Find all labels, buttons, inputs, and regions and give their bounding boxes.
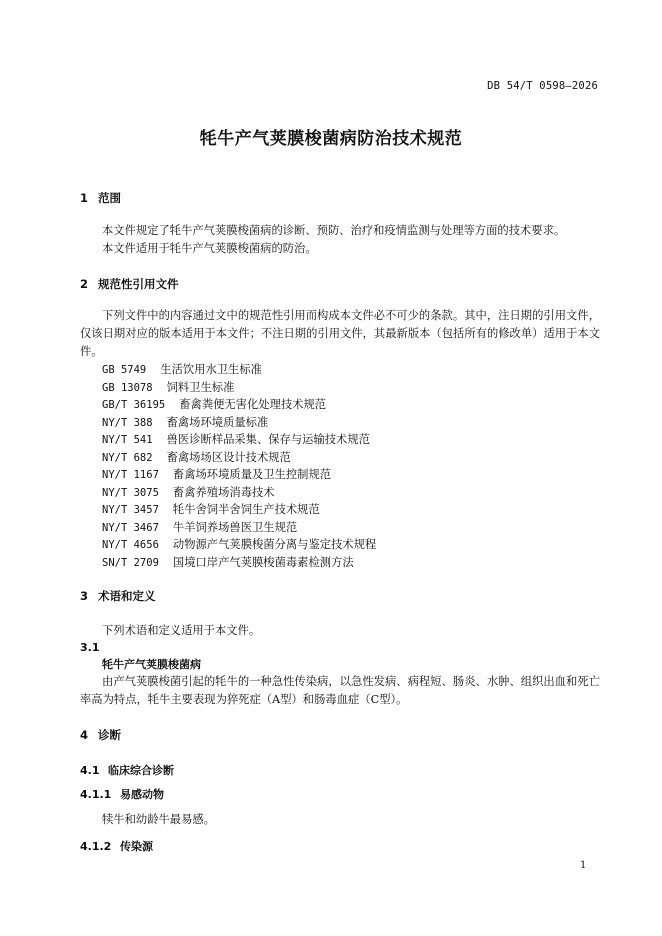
section-1-heading — [80, 190, 121, 206]
document-title: 牦牛产气荚膜梭菌病防治技术规范 — [199, 129, 463, 149]
reference-code: NY/T 3457 — [102, 504, 159, 516]
term-name: 牦牛产气荚膜梭菌病 — [102, 658, 201, 671]
section-title: 规范性引用文件 — [98, 277, 179, 291]
subsection-number: 4.1 — [80, 764, 100, 777]
reference-item — [102, 449, 291, 465]
paragraph: 本文件规定了牦牛产气荚膜梭菌病的诊断、预防、治疗和疫情监测与处理等方面的技术要求。 — [102, 224, 566, 237]
term-number: 3.1 — [80, 641, 100, 654]
reference-code: GB 13078 — [102, 381, 153, 394]
reference-item — [102, 466, 331, 482]
subsection-4-1-1-heading — [80, 786, 164, 802]
section-title: 范围 — [98, 191, 121, 205]
page-number: 1 — [580, 860, 587, 871]
reference-title: 牛羊饲养场兽医卫生规范 — [172, 520, 298, 534]
reference-code: NY/T 541 — [102, 434, 153, 446]
reference-item — [102, 484, 275, 500]
reference-item — [102, 361, 262, 377]
reference-title: 国境口岸产气荚膜梭菌毒素检测方法 — [172, 555, 354, 569]
paragraph: 下列术语和定义适用于本文件。 — [102, 624, 261, 637]
reference-code: GB/T 36195 — [102, 399, 166, 411]
reference-title: 畜禽场场区设计技术规范 — [166, 450, 291, 464]
reference-title: 畜禽粪便无害化处理技术规范 — [179, 398, 327, 411]
paragraph: 下列文件中的内容通过文中的规范性引用而构成本文件必不可少的条款。其中，注日期的引用文件，仅该日期对应的版本适用于本文件；不注日期的引用文件，其最新版本（包括所有的修改单）适用于本文件。 — [80, 309, 600, 358]
reference-item — [102, 501, 320, 517]
subsection-number: 4.1.1 — [80, 788, 112, 801]
subsection-4-1-heading — [80, 762, 174, 778]
subsection-title: 临床综合诊断 — [108, 764, 174, 777]
subsection-title: 传染源 — [120, 840, 153, 853]
subsection-number: 4.1.2 — [80, 840, 112, 853]
reference-code: NY/T 4656 — [102, 539, 159, 551]
reference-title: 畜禽场环境质量及卫生控制规范 — [172, 468, 332, 481]
reference-item — [102, 414, 268, 430]
section-2-heading — [80, 276, 179, 292]
reference-item — [102, 431, 370, 447]
reference-title: 畜禽养殖场消毒技术 — [172, 485, 275, 499]
reference-title: 生活饮用水卫生标准 — [160, 363, 262, 376]
section-number: 2 — [80, 277, 89, 291]
term-definition: 由产气荚膜梭菌引起的牦牛的一种急性传染病，以急性发病、病程短、肠炎、水肿、组织出血和死亡率高为特点，牦牛主要表现为猝死症（A型）和肠毒血症（C型）。 — [80, 675, 600, 706]
reference-title: 兽医诊断样品采集、保存与运输技术规范 — [166, 433, 370, 446]
subsection-title: 易感动物 — [120, 788, 164, 801]
reference-title: 畜禽场环境质量标准 — [166, 415, 269, 429]
reference-title: 牦牛舍饲半舍饲生产技术规范 — [172, 503, 320, 516]
reference-code: GB 5749 — [102, 364, 147, 376]
reference-item — [102, 536, 376, 552]
reference-item — [102, 396, 326, 412]
section-title: 诊断 — [98, 728, 121, 742]
section-number: 3 — [80, 589, 89, 603]
section-3-heading — [80, 588, 156, 604]
reference-item — [102, 519, 297, 535]
section-title: 术语和定义 — [98, 589, 156, 603]
section-4-heading — [80, 727, 121, 743]
paragraph: 本文件适用于牦牛产气荚膜梭菌病的防治。 — [102, 242, 317, 255]
reference-code: NY/T 3075 — [102, 486, 159, 499]
reference-item — [102, 379, 234, 395]
subsection-4-1-2-heading — [80, 838, 153, 854]
reference-code: NY/T 682 — [102, 451, 153, 464]
reference-item — [102, 554, 354, 570]
section-number: 1 — [80, 191, 89, 205]
reference-code: NY/T 3467 — [102, 521, 159, 534]
reference-title: 动物源产气荚膜梭菌分离与鉴定技术规程 — [172, 538, 377, 551]
standard-number: DB 54/T 0598—2026 — [487, 80, 598, 92]
paragraph: 犊牛和幼龄牛最易感。 — [102, 813, 215, 826]
reference-code: NY/T 1167 — [102, 469, 159, 481]
section-number: 4 — [80, 728, 89, 742]
reference-code: SN/T 2709 — [102, 556, 159, 569]
reference-title: 饲料卫生标准 — [166, 380, 235, 394]
reference-code: NY/T 388 — [102, 416, 153, 429]
